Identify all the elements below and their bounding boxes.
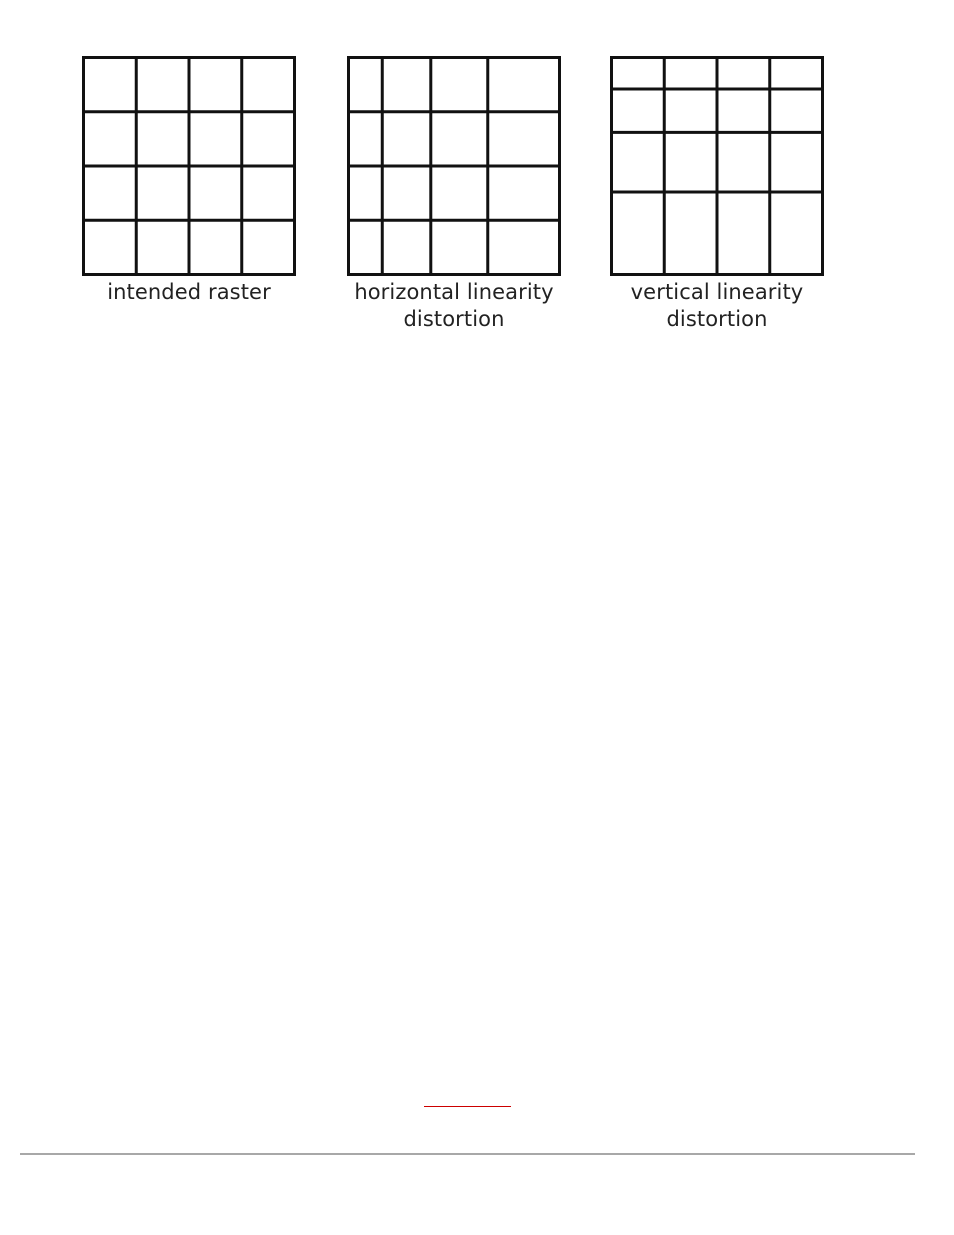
horizontal-divider bbox=[20, 1153, 915, 1155]
caption-line: horizontal linearity bbox=[354, 280, 554, 304]
vertical-distortion-caption bbox=[610, 279, 824, 333]
figure-horizontal-linearity-distortion bbox=[347, 56, 561, 333]
caption-line: distortion bbox=[666, 307, 768, 331]
vertical-distortion-grid bbox=[610, 56, 824, 276]
intended-raster-caption bbox=[82, 279, 296, 306]
caption-line: intended raster bbox=[107, 280, 271, 304]
intended-raster-grid bbox=[82, 56, 296, 276]
figure-vertical-linearity-distortion bbox=[610, 56, 824, 333]
horizontal-distortion-caption bbox=[347, 279, 561, 333]
horizontal-distortion-grid bbox=[347, 56, 561, 276]
figure-intended-raster bbox=[82, 56, 296, 306]
caption-line: vertical linearity bbox=[630, 280, 804, 304]
caption-line: distortion bbox=[403, 307, 505, 331]
footer-link[interactable] bbox=[424, 1088, 511, 1107]
